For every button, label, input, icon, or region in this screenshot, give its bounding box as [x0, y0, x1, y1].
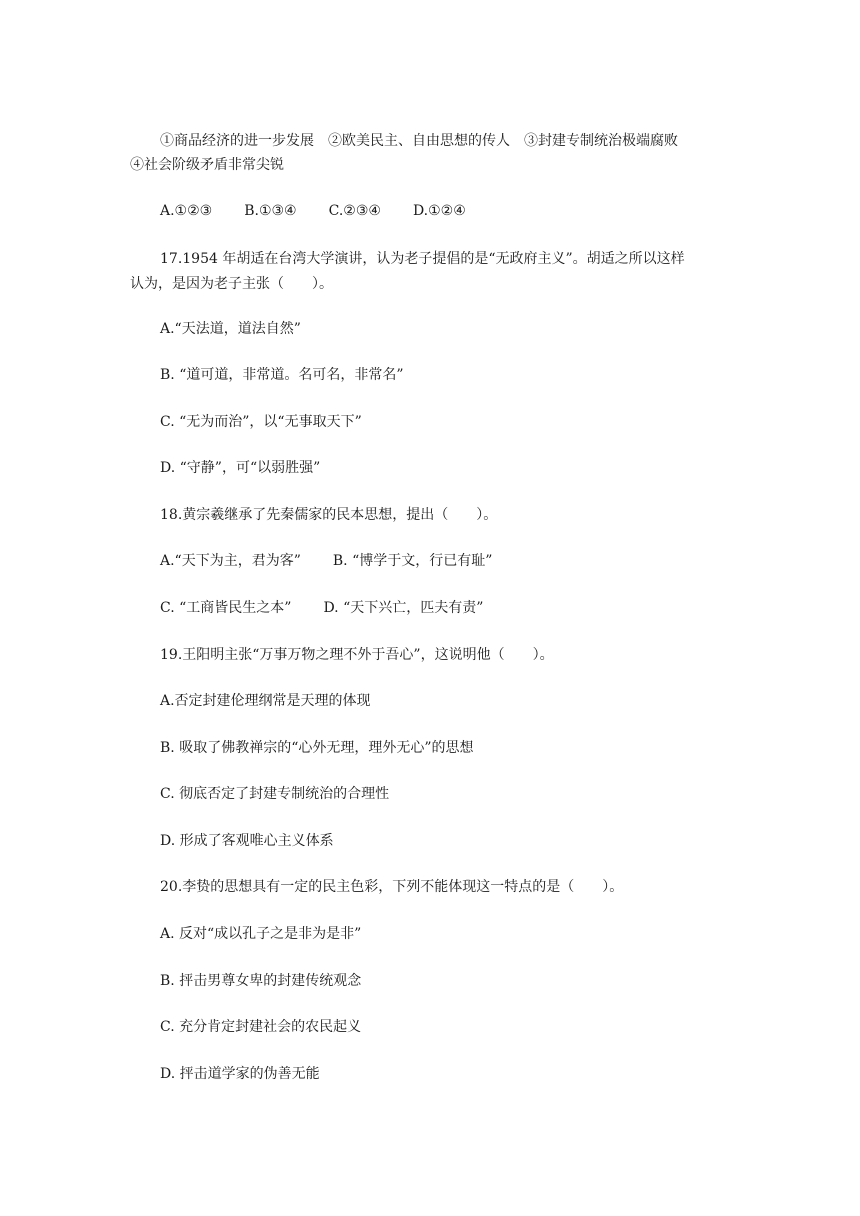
- q20-stem: 20.李贽的思想具有一定的民主色彩，下列不能体现这一特点的是（ ）。: [160, 879, 624, 895]
- q17-option-b: B. “道可道，非常道。名可名，非常名”: [160, 367, 404, 383]
- q17-stem-line1: 17.1954 年胡适在台湾大学演讲，认为老子提倡的是“无政府主义”。胡适之所以这样: [160, 251, 685, 267]
- q16-option-d: D.①②④: [412, 203, 466, 219]
- q18-option-d: D. “天下兴亡，匹夫有责”: [323, 600, 484, 616]
- q19-option-a: A.否定封建伦理纲常是天理的体现: [160, 693, 371, 709]
- q16-option-b: B.①③④: [244, 203, 297, 219]
- q17-stem-line2: 认为，是因为老子主张（ ）。: [130, 276, 333, 292]
- q17-option-c: C. “无为而治”，以“无事取天下”: [160, 414, 362, 430]
- q16-statements-line2: ④社会阶级矛盾非常尖锐: [130, 157, 284, 173]
- q16-option-c: C.②③④: [328, 203, 381, 219]
- q19-stem: 19.王阳明主张“万事万物之理不外于吾心”，这说明他（ ）。: [160, 647, 554, 663]
- q18-option-b: B. “博学于文，行已有耻”: [332, 553, 493, 569]
- q18-options-row2: [160, 597, 483, 619]
- q20-option-a: A. 反对“成以孔子之是非为是非”: [160, 926, 362, 942]
- q18-option-c: C. “工商皆民生之本”: [160, 600, 292, 616]
- q17-option-a: A.“天法道，道法自然”: [160, 321, 301, 337]
- q16-statements-line1: ①商品经济的进一步发展 ②欧美民主、自由思想的传人 ③封建专制统治极端腐败: [160, 133, 678, 149]
- q17-option-d: D. “守静”，可“以弱胜强”: [160, 460, 321, 476]
- q19-option-d: D. 形成了客观唯心主义体系: [160, 833, 334, 849]
- q18-option-a: A.“天下为主，君为客”: [160, 553, 301, 569]
- q16-options: [160, 200, 466, 222]
- q16-option-a: A.①②③: [160, 203, 213, 219]
- q20-option-b: B. 抨击男尊女卑的封建传统观念: [160, 973, 362, 989]
- q20-option-c: C. 充分肯定封建社会的农民起义: [160, 1019, 362, 1035]
- q19-option-c: C. 彻底否定了封建专制统治的合理性: [160, 786, 390, 802]
- q18-options-row1: [160, 550, 492, 572]
- q19-option-b: B. 吸取了佛教禅宗的“心外无理，理外无心”的思想: [160, 740, 474, 756]
- q18-stem: 18.黄宗羲继承了先秦儒家的民本思想，提出（ ）。: [160, 507, 498, 523]
- q20-option-d: D. 抨击道学家的伪善无能: [160, 1066, 320, 1082]
